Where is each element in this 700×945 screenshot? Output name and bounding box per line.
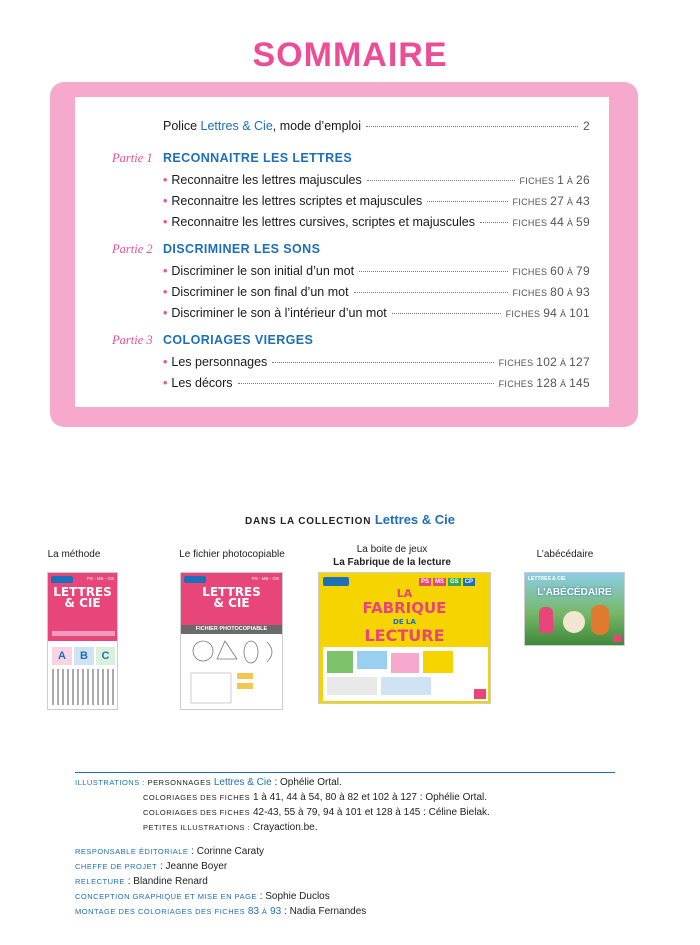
cover-title: LETTRES & CIE bbox=[53, 585, 112, 610]
part-3-title: COLORIAGES VIERGES bbox=[163, 333, 314, 347]
credits-divider bbox=[75, 772, 615, 773]
toc-item[interactable] bbox=[163, 376, 590, 392]
part-1-tag: Partie 1 bbox=[112, 151, 153, 165]
publisher-logo bbox=[613, 635, 621, 642]
book-caption: La méthode bbox=[47, 549, 101, 560]
publisher-logo bbox=[474, 689, 486, 699]
fiches-word: FICHES bbox=[498, 379, 534, 389]
level-badge: PS - MS - GS bbox=[251, 576, 279, 581]
credit-illustrations: ILLUSTRATIONS : PERSONNAGES Lettres & Cie : Ophélie Ortal. bbox=[75, 777, 342, 788]
page-title: SOMMAIRE bbox=[252, 36, 448, 74]
book-cover-fabrique[interactable] bbox=[318, 572, 491, 704]
credit-cheffe: CHEFFE DE PROJET : Jeanne Boyer bbox=[75, 861, 228, 872]
fiches-word: FICHES bbox=[505, 309, 541, 319]
bullet-icon: • bbox=[163, 215, 168, 229]
toc-item-label: Reconnaitre les lettres scriptes et majuscules bbox=[171, 194, 423, 208]
series-logo bbox=[323, 577, 349, 586]
toc-intro-label: Police Lettres & Cie, mode d’emploi bbox=[163, 119, 362, 133]
toc-item-ref: FICHES 1 À 26 bbox=[519, 173, 590, 187]
toc-item-label: Les personnages bbox=[171, 355, 268, 369]
toc-item[interactable] bbox=[163, 194, 590, 210]
dot-leader bbox=[392, 313, 501, 314]
cover-subtitle: FICHIER PHOTOCOPIABLE bbox=[181, 625, 282, 634]
range-word: À bbox=[566, 197, 574, 207]
cover-letter: B bbox=[74, 647, 94, 665]
bullet-icon: • bbox=[163, 376, 168, 390]
range-word: À bbox=[566, 176, 574, 186]
series-logo bbox=[184, 576, 206, 583]
bullet-icon: • bbox=[163, 173, 168, 187]
toc-item-label: Reconnaitre les lettres cursives, scriptes et majuscules bbox=[171, 215, 475, 229]
credit-responsable: RESPONSABLE ÉDITORIALE : Corinne Caraty bbox=[75, 846, 264, 857]
toc-item-label: Discriminer le son final d’un mot bbox=[171, 285, 349, 299]
series-logo bbox=[51, 576, 73, 583]
bullet-icon: • bbox=[163, 285, 168, 299]
dot-leader bbox=[238, 383, 494, 384]
toc-item-ref: FICHES 60 À 79 bbox=[512, 264, 590, 278]
toc-item[interactable] bbox=[163, 264, 590, 280]
credit-conception: CONCEPTION GRAPHIQUE ET MISE EN PAGE : Sophie Duclos bbox=[75, 891, 330, 902]
dot-leader bbox=[359, 271, 507, 272]
bullet-icon: • bbox=[163, 306, 168, 320]
dot-leader bbox=[480, 222, 508, 223]
toc-item-ref: FICHES 128 À 145 bbox=[498, 376, 590, 390]
book-caption: L’abécédaire bbox=[536, 549, 594, 560]
dot-leader bbox=[367, 180, 515, 181]
book-cover-fichier[interactable] bbox=[180, 572, 283, 710]
dot-leader bbox=[427, 201, 507, 202]
bullet-icon: • bbox=[163, 264, 168, 278]
fiches-word: FICHES bbox=[498, 358, 534, 368]
toc-intro-page: 2 bbox=[583, 119, 590, 133]
toc-item-ref: FICHES 27 À 43 bbox=[512, 194, 590, 208]
toc-item-label: Discriminer le son initial d’un mot bbox=[171, 264, 355, 278]
part-2-title: DISCRIMINER LES SONS bbox=[163, 242, 321, 256]
credit-petites-illustrations: PETITES ILLUSTRATIONS : Crayaction.be. bbox=[143, 822, 318, 833]
range-word: À bbox=[566, 288, 574, 298]
part-2-tag: Partie 2 bbox=[112, 242, 153, 256]
range-word: À bbox=[559, 358, 567, 368]
range-word: À bbox=[566, 267, 574, 277]
dot-leader bbox=[272, 362, 493, 363]
coloring-sketch bbox=[187, 637, 279, 707]
toc-item-ref: FICHES 102 À 127 bbox=[498, 355, 590, 369]
toc-item-label: Reconnaitre les lettres majuscules bbox=[171, 173, 362, 187]
fiches-word: FICHES bbox=[512, 218, 548, 228]
cover-title: LA FABRIQUE DE LA LECTURE bbox=[362, 587, 447, 645]
cover-title: LETTRES & CIE bbox=[202, 585, 261, 610]
toc-item[interactable] bbox=[163, 355, 590, 371]
level-badges: PS MS GS CP bbox=[421, 579, 474, 585]
toc-intro-row[interactable] bbox=[163, 119, 590, 135]
cover-title: L’ABÉCÉDAIRE bbox=[537, 587, 612, 598]
fiches-word: FICHES bbox=[512, 267, 548, 277]
bullet-icon: • bbox=[163, 194, 168, 208]
dot-leader bbox=[366, 126, 578, 127]
collection-heading: DANS LA COLLECTION Lettres & Cie bbox=[244, 512, 456, 527]
book-caption: Le fichier photocopiable bbox=[179, 549, 285, 560]
toc-item[interactable] bbox=[163, 285, 590, 301]
fiches-word: FICHES bbox=[512, 288, 548, 298]
cover-letter: C bbox=[96, 647, 115, 665]
credit-coloriages-2: COLORIAGES DES FICHES 42-43, 55 à 79, 94 à 101 et 128 à 145 : Céline Bielak. bbox=[143, 807, 490, 818]
credit-relecture: RELECTURE : Blandine Renard bbox=[75, 876, 208, 887]
book-caption: La boite de jeux La Fabrique de la lecture bbox=[333, 544, 451, 568]
toc-item-ref: FICHES 80 À 93 bbox=[512, 285, 590, 299]
bullet-icon: • bbox=[163, 355, 168, 369]
dot-leader bbox=[354, 292, 508, 293]
credit-coloriages-1: COLORIAGES DES FICHES 1 à 41, 44 à 54, 80 à 82 et 102 à 127 : Ophélie Ortal. bbox=[143, 792, 488, 803]
toc-item-label: Les décors bbox=[171, 376, 233, 390]
cover-brand: LETTRES & CIE bbox=[528, 576, 566, 582]
cover-letter: A bbox=[52, 647, 72, 665]
range-word: À bbox=[559, 309, 567, 319]
part-3-tag: Partie 3 bbox=[112, 333, 153, 347]
book-cover-methode[interactable] bbox=[47, 572, 118, 710]
level-badge: PS - MS - GS bbox=[86, 576, 114, 581]
book-cover-abecedaire[interactable] bbox=[524, 572, 625, 646]
toc-item[interactable] bbox=[163, 306, 590, 322]
toc-item[interactable] bbox=[163, 173, 590, 189]
fiches-word: FICHES bbox=[512, 197, 548, 207]
range-word: À bbox=[566, 218, 574, 228]
toc-item[interactable] bbox=[163, 215, 590, 231]
toc-item-ref: FICHES 44 À 59 bbox=[512, 215, 590, 229]
part-1-title: RECONNAITRE LES LETTRES bbox=[163, 151, 353, 165]
toc-item-label: Discriminer le son à l’intérieur d’un mot bbox=[171, 306, 387, 320]
credit-montage: MONTAGE DES COLORIAGES DES FICHES 83 À 93 : Nadia Fernandes bbox=[75, 906, 367, 917]
toc-item-ref: FICHES 94 À 101 bbox=[505, 306, 590, 320]
fiches-word: FICHES bbox=[519, 176, 555, 186]
range-word: À bbox=[559, 379, 567, 389]
